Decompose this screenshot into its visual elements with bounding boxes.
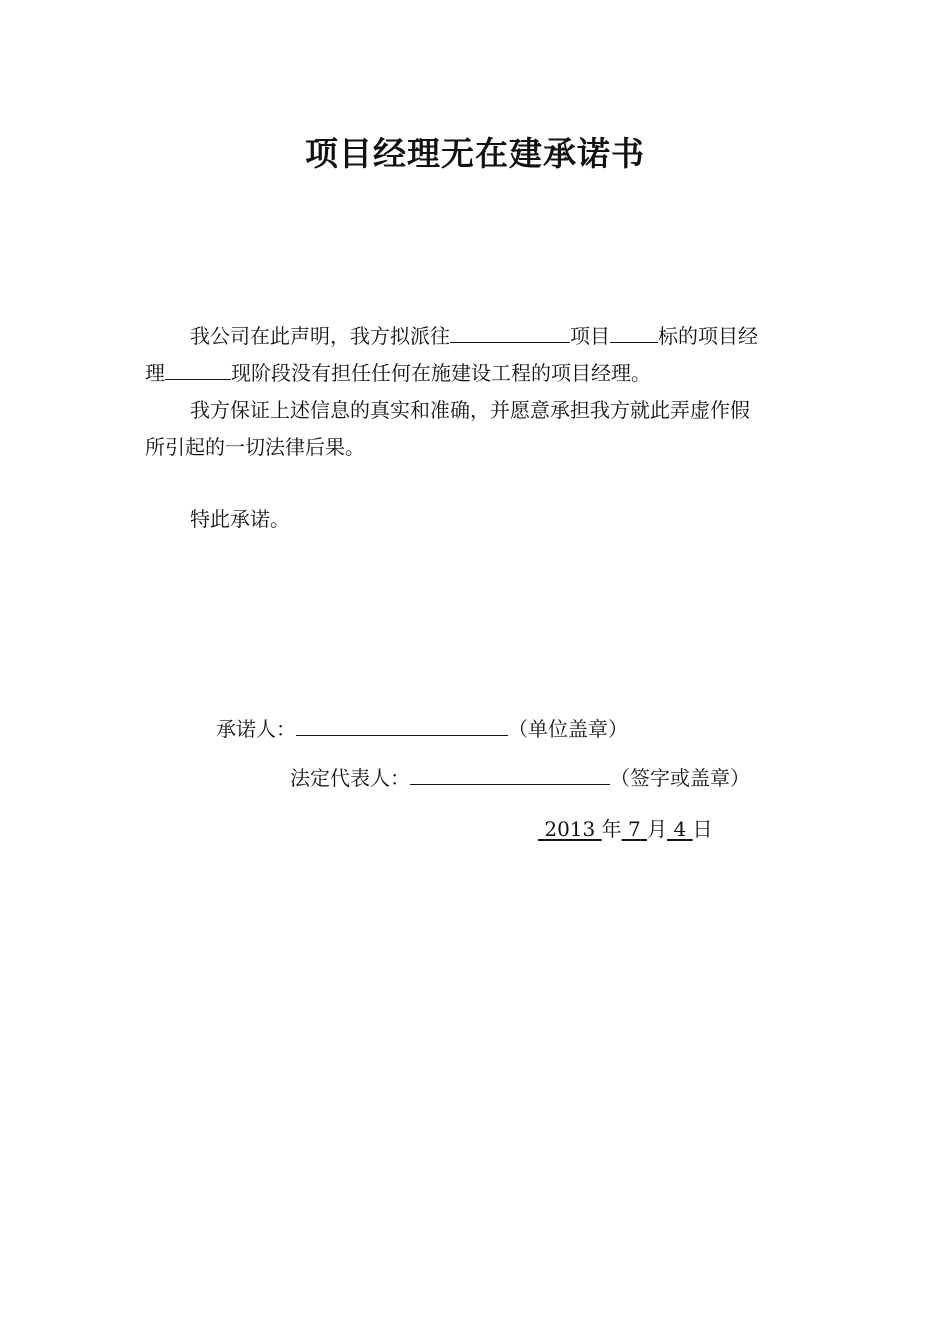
paragraph1-text-b: 项目	[570, 324, 610, 348]
closing-statement: 特此承诺。	[190, 507, 290, 531]
date-month-underlined	[622, 817, 647, 841]
date-month-label: 月	[647, 817, 668, 841]
project-name-blank	[450, 320, 570, 343]
section-blank	[610, 320, 658, 343]
paragraph1-line2	[145, 355, 651, 391]
paragraph1-text-d: 理	[145, 361, 165, 385]
promisor-line	[216, 711, 628, 747]
promisor-note: （单位盖章）	[508, 717, 628, 741]
paragraph1-text-e: 现阶段没有担任任何在施建设工程的项目经理。	[231, 361, 651, 385]
paragraph1-line1	[190, 318, 758, 354]
date-day-underlined	[667, 817, 692, 841]
legal-rep-note: （签字或盖章）	[610, 766, 750, 790]
promisor-label: 承诺人：	[216, 717, 296, 741]
date-year-underlined	[538, 817, 602, 841]
paragraph2-line1: 我方保证上述信息的真实和准确，并愿意承担我方就此弄虚作假	[190, 398, 750, 422]
date-month: 7	[627, 817, 641, 841]
paragraph2-line2: 所引起的一切法律后果。	[145, 435, 365, 459]
manager-name-blank	[165, 357, 231, 380]
legal-rep-signature-blank	[410, 762, 610, 785]
legal-rep-label: 法定代表人：	[290, 766, 410, 790]
date-day: 4	[673, 817, 687, 841]
legal-rep-line	[290, 760, 750, 796]
date-day-label: 日	[692, 817, 713, 841]
paragraph1-text-c: 标的项目经	[658, 324, 758, 348]
paragraph1-text-a: 我公司在此声明，我方拟派往	[190, 324, 450, 348]
date-year-label: 年	[601, 817, 622, 841]
document-title: 项目经理无在建承诺书	[305, 134, 645, 173]
date-year: 2013	[544, 817, 596, 841]
date-line	[538, 811, 713, 847]
promisor-signature-blank	[296, 713, 508, 736]
